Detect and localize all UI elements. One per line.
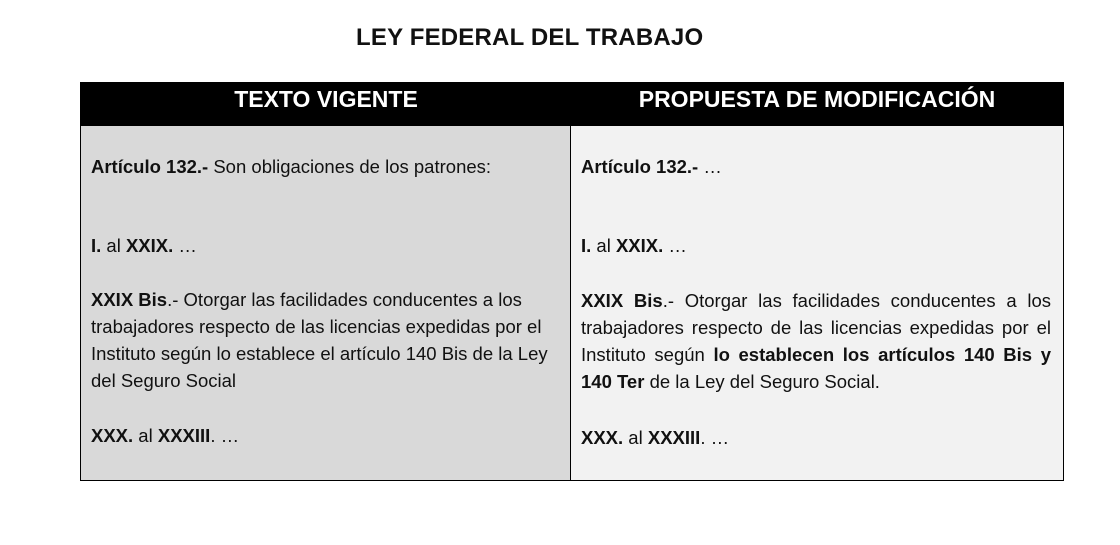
fraction-al: al [591, 235, 616, 256]
right-fractions-i-xxix [581, 232, 1051, 259]
bis-text-end: de la Ley del Seguro Social. [644, 371, 880, 392]
bis-text: .- Otorgar las facilidades conducentes a los trabajadores respecto de las licencias expedidas por el Instituto según lo establece el artículo 140 Bis de la Ley del Seguro Social [91, 289, 548, 391]
bis-label: XXIX Bis [581, 290, 663, 311]
fraction-i: I. [91, 235, 102, 256]
fraction-al: al [101, 235, 126, 256]
header-propuesta: PROPUESTA DE MODIFICACIÓN [571, 83, 1063, 126]
left-fraction-xxix-bis [91, 286, 561, 394]
comparison-table [80, 82, 1064, 481]
article-label: Artículo 132.- [91, 156, 209, 177]
fraction-xxix: XXIX. [615, 235, 664, 256]
left-fractions-i-xxix [91, 232, 561, 259]
right-article-132 [581, 153, 1051, 180]
bis-amended-text: lo establecen los artículos 140 Bis y 140 Ter [581, 344, 1051, 392]
header-texto-vigente: TEXTO VIGENTE [81, 83, 571, 126]
fraction-ellipsis: … [173, 235, 197, 256]
fraction-xxxiii: XXXIII [647, 427, 701, 448]
left-fractions-xxx-xxxiii [91, 422, 561, 449]
right-fraction-xxix-bis [581, 287, 1051, 395]
fraction-i: I. [581, 235, 592, 256]
fraction-ellipsis: . … [210, 425, 240, 446]
fraction-al: al [623, 427, 648, 448]
article-label: Artículo 132.- [581, 156, 699, 177]
column-texto-vigente [81, 126, 571, 480]
bis-text: .- Otorgar las facilidades conducentes a los trabajadores respecto de las licencias expedidas por el Instituto según [581, 290, 1051, 365]
document-title: LEY FEDERAL DEL TRABAJO [356, 24, 704, 51]
fraction-ellipsis: … [663, 235, 687, 256]
column-propuesta [571, 126, 1063, 480]
fraction-xxx: XXX. [91, 425, 134, 446]
fraction-xxix: XXIX. [125, 235, 174, 256]
left-article-132 [91, 153, 561, 180]
fraction-xxxiii: XXXIII [157, 425, 211, 446]
article-text: Son obligaciones de los patrones: [208, 156, 492, 177]
fraction-ellipsis: . … [700, 427, 730, 448]
right-fractions-xxx-xxxiii [581, 424, 1051, 451]
fraction-al: al [133, 425, 158, 446]
bis-label: XXIX Bis [91, 289, 168, 310]
fraction-xxx: XXX. [581, 427, 624, 448]
article-text: … [698, 156, 722, 177]
